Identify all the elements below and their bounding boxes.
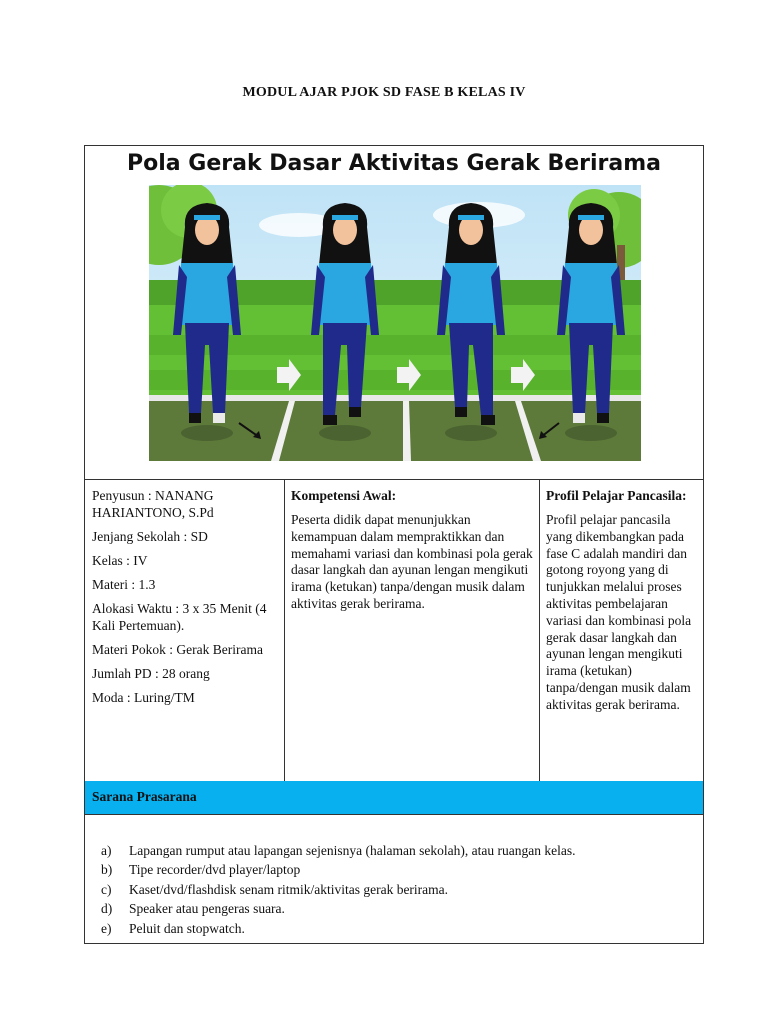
- materi: Materi : 1.3: [92, 577, 156, 592]
- list-item: [101, 841, 575, 860]
- title-cell: [85, 146, 703, 480]
- kompetensi-heading: Kompetensi Awal:: [291, 488, 397, 503]
- list-marker: b): [101, 862, 113, 878]
- kompetensi-column: [285, 479, 540, 781]
- list-item: [101, 860, 575, 879]
- identity-column: [85, 479, 285, 781]
- jenjang-sekolah: Jenjang Sekolah : SD: [92, 529, 208, 544]
- page-title: Pola Gerak Dasar Aktivitas Gerak Berirama: [126, 151, 662, 176]
- list-item-text: Tipe recorder/dvd player/laptop: [129, 862, 301, 878]
- kelas: Kelas : IV: [92, 553, 148, 568]
- list-item: [101, 919, 575, 938]
- list-item-text: Kaset/dvd/flashdisk senam ritmik/aktivitas gerak berirama.: [129, 881, 449, 897]
- profil-column: [540, 479, 703, 781]
- sarana-list: [101, 841, 575, 938]
- document-header: MODUL AJAR PJOK SD FASE B KELAS IV: [242, 85, 526, 100]
- rhythmic-movement-illustration: [149, 185, 641, 461]
- sarana-list-cell: [85, 815, 703, 943]
- materi-pokok: Materi Pokok : Gerak Berirama: [92, 642, 263, 657]
- list-item-text: Lapangan rumput atau lapangan sejenisnya (halaman sekolah), atau ruangan kelas.: [129, 843, 576, 858]
- list-item-text: Peluit dan stopwatch.: [129, 920, 245, 936]
- info-row: [85, 479, 703, 782]
- module-table: [84, 145, 704, 944]
- moda: Moda : Luring/TM: [92, 690, 195, 705]
- list-item-text: Speaker atau pengeras suara.: [129, 901, 285, 917]
- list-item: [101, 880, 575, 899]
- profil-heading: Profil Pelajar Pancasila:: [546, 488, 687, 503]
- profil-text: Profil pelajar pancasila yang dikembangkan pada fase C adalah mandiri dan gotong royong yang di tunjukkan melalui proses aktivitas pembelajaran variasi dan kombinasi pola gerak dasar langkah dan ayunan lengan mengikuti irama (ketukan) tanpa/dengan musik dalam aktivitas gerak berirama.: [546, 512, 692, 712]
- kompetensi-text: Peserta didik dapat menunjukkan kemampuan dalam mempraktikkan dan memahami variasi dan kombinasi pola gerak dasar langkah dan ayunan lengan mengikuti irama (ketukan) tanpa/dengan musik dalam aktivitas gerak berirama.: [291, 512, 533, 611]
- list-marker: a): [101, 843, 112, 858]
- list-marker: d): [101, 901, 113, 917]
- penyusun: Penyusun : NANANG HARIANTONO, S.Pd: [92, 488, 214, 520]
- alokasi-waktu: Alokasi Waktu : 3 x 35 Menit (4 Kali Pertemuan).: [92, 601, 267, 633]
- sarana-heading: Sarana Prasarana: [92, 789, 197, 804]
- list-marker: e): [101, 920, 112, 936]
- sarana-header-band: [85, 781, 703, 815]
- jumlah-pd: Jumlah PD : 28 orang: [92, 666, 210, 681]
- list-marker: c): [101, 881, 112, 897]
- list-item: [101, 899, 575, 918]
